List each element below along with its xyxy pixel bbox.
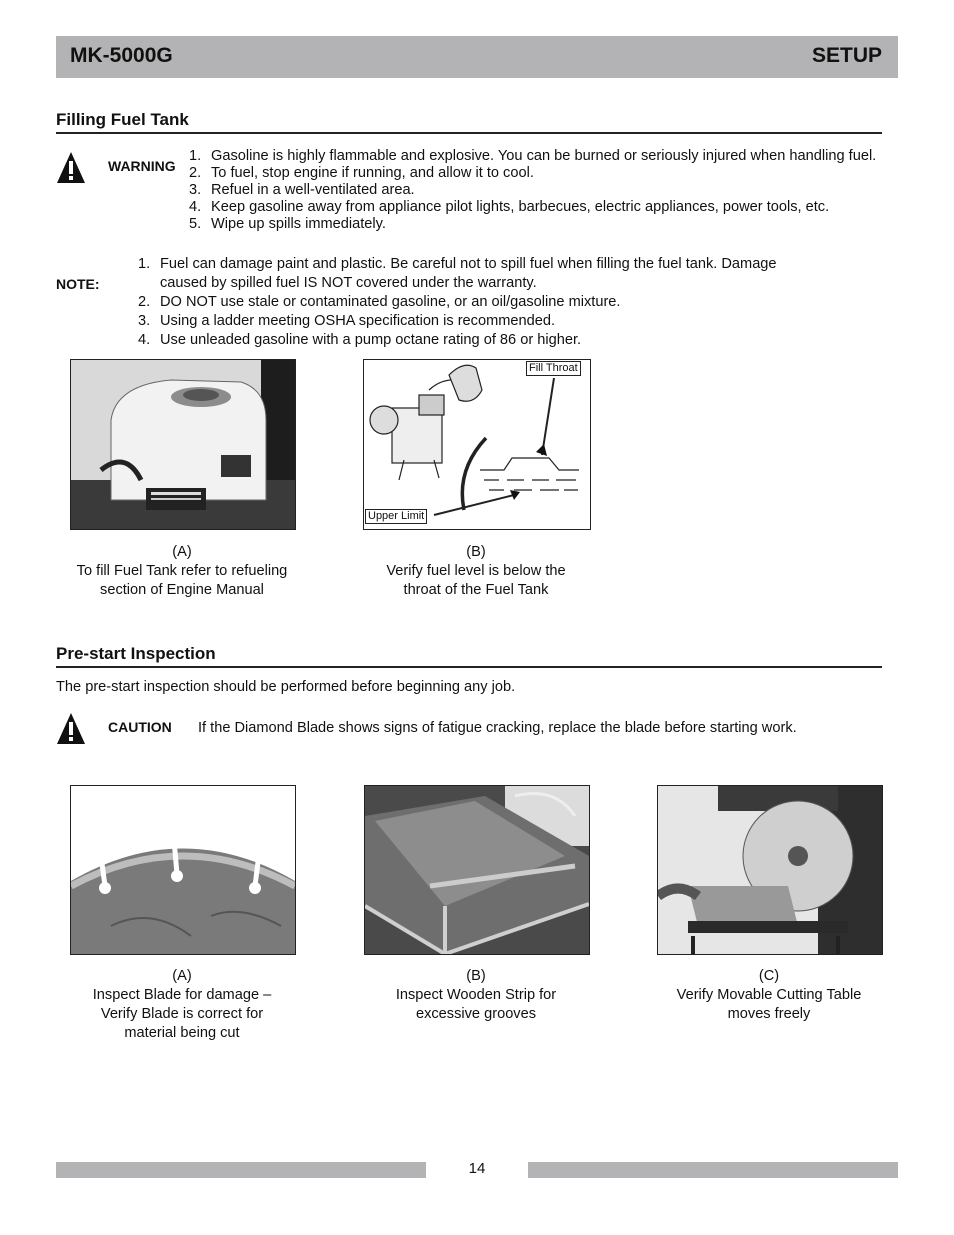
- note-item: 3. Using a ladder meeting OSHA specification is recommended.: [138, 313, 556, 329]
- caution-label: CAUTION: [108, 719, 172, 735]
- note-item: 2. DO NOT use stale or contaminated gasoline, or an oil/gasoline mixture.: [138, 294, 621, 310]
- warning-item: 1. Gasoline is highly flammable and explosive. You can be burned or seriously injured when handling fuel.: [189, 148, 877, 164]
- fuel-fig-b-caption: (B) Verify fuel level is below the throat of the Fuel Tank: [386, 544, 566, 598]
- note-item: 1. Fuel can damage paint and plastic. Be careful not to spill fuel when filling the fuel tank. Damage caused by spilled fuel IS NOT covered under the warranty.: [138, 256, 777, 291]
- prestart-section-title: Pre-start Inspection: [56, 644, 216, 663]
- section-title: SETUP: [811, 44, 882, 67]
- fuel-fig-a-caption: (A) To fill Fuel Tank refer to refueling section of Engine Manual: [76, 544, 288, 598]
- fuel-tank-photo: [70, 359, 296, 530]
- warning-triangle-icon: [56, 151, 86, 184]
- page-number: 14: [468, 1160, 486, 1177]
- warning-item: 2. To fuel, stop engine if running, and allow it to cool.: [189, 165, 534, 181]
- page-header: [56, 36, 898, 78]
- prestart-fig-b-caption: (B) Inspect Wooden Strip for excessive grooves: [395, 968, 557, 1022]
- prestart-fig-c-caption: (C) Verify Movable Cutting Table moves freely: [676, 968, 862, 1022]
- caution-text: If the Diamond Blade shows signs of fatigue cracking, replace the blade before starting work.: [198, 720, 797, 736]
- warning-list: [189, 148, 879, 233]
- prestart-fig-a-caption: (A) Inspect Blade for damage – Verify Blade is correct for material being cut: [92, 968, 272, 1041]
- fill-throat-label: Fill Throat: [526, 361, 581, 376]
- footer-bar-left: [56, 1162, 426, 1178]
- warning-item: 4. Keep gasoline away from appliance pilot lights, barbecues, electric appliances, power tools, etc.: [189, 199, 830, 215]
- model-title: MK-5000G: [70, 44, 173, 67]
- note-label: NOTE:: [56, 276, 100, 292]
- footer-bar-right: [528, 1162, 898, 1178]
- caution-triangle-icon: [56, 712, 86, 745]
- wooden-strip-photo: [364, 785, 590, 955]
- warning-item: 5. Wipe up spills immediately.: [189, 216, 386, 232]
- note-item: 4. Use unleaded gasoline with a pump octane rating of 86 or higher.: [138, 332, 582, 348]
- warning-label: WARNING: [108, 158, 176, 174]
- prestart-section-rule: [56, 666, 882, 668]
- fuel-level-diagram: [363, 359, 591, 530]
- warning-item: 3. Refuel in a well-ventilated area.: [189, 182, 415, 198]
- fuel-section-title: Filling Fuel Tank: [56, 110, 189, 129]
- note-list: [138, 255, 788, 350]
- prestart-intro: The pre-start inspection should be performed before beginning any job.: [56, 679, 516, 695]
- cutting-table-photo: [657, 785, 883, 955]
- fuel-section-rule: [56, 132, 882, 134]
- blade-photo: [70, 785, 296, 955]
- upper-limit-label: Upper Limit: [365, 509, 427, 524]
